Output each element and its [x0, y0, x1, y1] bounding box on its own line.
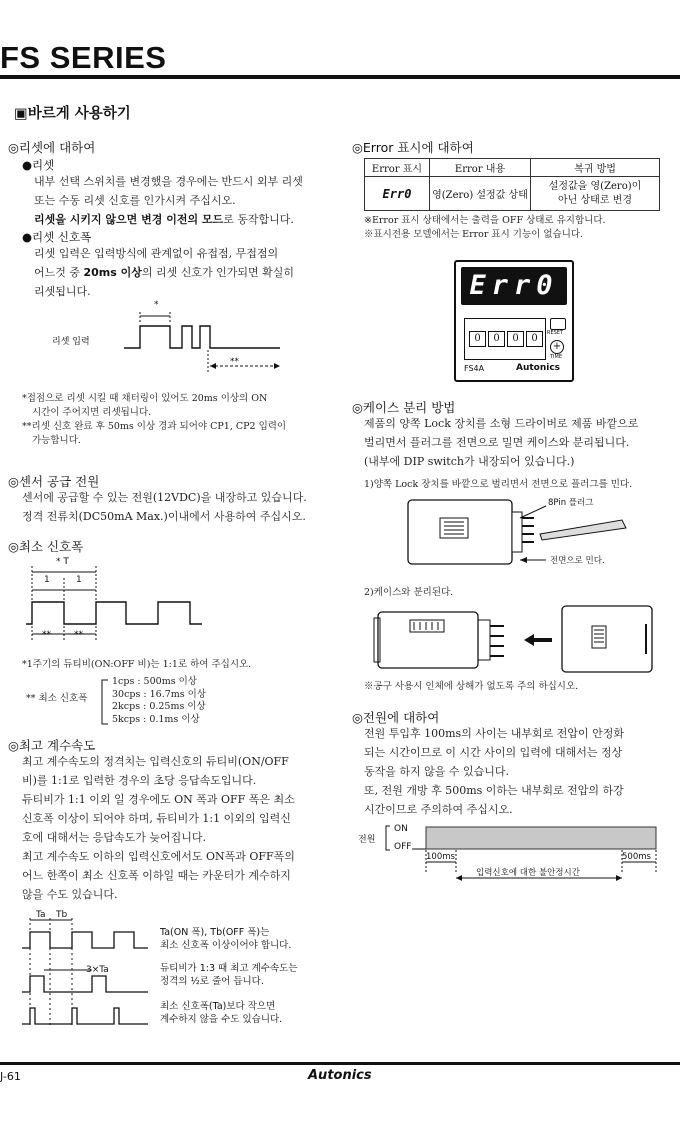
max-speed-text: 최고 계수속도의 정격치는 입력신호의 듀티비(ON/OFF 비)를 1:1로 입력한 경우의 초당 응답속도입니다. 듀티비가 1:1 이외 일 경우에도 ON 폭과 OFF 폭은 최소 신호폭 이상이 되어야 하며, 듀티비가 1:1 이외의 입력신 호에 대해서는 응답속도가 늦어집니다. 최고 계수속도 이하의 입력신호에서도 ON폭과 OFF폭의 어느 한쪽이 최소 신호폭 이하일 때는 카운터가 계수하지 않을 수도 있습니다. — [22, 755, 295, 901]
power-unstable-label: 입력신호에 대한 불안정시간 — [476, 868, 580, 878]
time-knob-icon[interactable]: + — [550, 340, 564, 354]
case-step1: 1)양쪽 Lock 장치를 바깥으로 벌리면서 전면으로 플러그를 민다. — [364, 479, 633, 490]
reset-notes: *접점으로 리셋 시킬 때 채터링이 있어도 20ms 이상의 ON 시간이 주어지면 리셋됩니다. **리셋 신호 완료 후 50ms 이상 경과 되어야 CP1, CP2 입력이 가능합니다. — [22, 393, 287, 446]
reset-para2: 리셋 입력은 입력방식에 관계없이 유접점, 무접점의 어느것 중 20ms 이상의 리셋 신호가 인가되면 확실히 리셋됩니다. — [34, 247, 295, 298]
ta-label: Ta — [36, 910, 46, 920]
reset-para1: 내부 선택 스위치를 변경했을 경우에는 반드시 외부 리셋 또는 수동 리셋 신호를 인가시켜 주십시오. 리셋을 시키지 않으면 변경 이전의 모드로 동작합니다. — [34, 175, 303, 226]
max-speed-heading: ◎최고 계수속도 — [8, 738, 96, 753]
time-label: TIME — [550, 354, 563, 360]
power-heading: ◎전원에 대하여 — [352, 710, 440, 725]
error-col-content: Error 내용 — [430, 159, 531, 177]
max-speed-diagram — [18, 918, 158, 1030]
top-rule — [0, 75, 680, 79]
error-heading: ◎Error 표시에 대하여 — [352, 140, 474, 155]
max-speed-note-3: 최소 신호폭(Ta)보다 작으면 계수하지 않을 수도 있습니다. — [160, 1001, 283, 1025]
case-caution: ※공구 사용시 인체에 상해가 없도록 주의 하십시오. — [364, 681, 579, 692]
digit-switch[interactable]: 0 — [526, 331, 543, 347]
min-signal-table: 1cps : 500ms 이상 30cps : 16.7ms 이상 2kcps : 0.25ms 이상 5kcps : 0.1ms 이상 — [112, 676, 207, 725]
device-model: FS4A — [464, 364, 485, 373]
square-marker-icon: ▣ — [14, 106, 28, 122]
case-text: 제품의 양쪽 Lock 장치를 소형 드라이버로 제품 바깥으로 벌리면서 플러그를 전면으로 밀면 케이스와 분리됩니다. (내부에 DIP switch가 내장되어 있습니다.) — [364, 417, 639, 468]
digit-switch-panel — [464, 318, 546, 360]
digit-switch[interactable]: 0 — [488, 331, 505, 347]
device-display: Err0 — [469, 270, 559, 301]
case-step2: 2)케이스와 분리된다. — [364, 587, 454, 598]
reset-fig-label: 리셋 입력 — [52, 337, 90, 347]
error-col-display: Error 표시 — [365, 159, 430, 177]
plug-label: 8Pin 플러그 — [548, 498, 594, 508]
min-signal-one-b: 1 — [76, 575, 82, 585]
reset-fig-star: * — [154, 300, 159, 310]
power-label: 전원 — [358, 835, 376, 845]
reset-sub2: ●리셋 신호폭 — [22, 230, 92, 244]
push-label: 전면으로 민다. — [550, 556, 605, 566]
tb-label: Tb — [56, 910, 68, 920]
reset-heading: ◎리셋에 대하여 — [8, 140, 96, 155]
digit-switch[interactable]: 0 — [469, 331, 486, 347]
error-notes: ※Error 표시 상태에서는 출력을 OFF 상태로 유지합니다. ※표시전용 모델에서는 Error 표시 기능이 없습니다. — [364, 215, 606, 240]
case-removal-step2-diagram — [370, 602, 660, 678]
min-signal-dstar-b: ** — [74, 630, 83, 640]
min-signal-heading: ◎최소 신호폭 — [8, 539, 84, 554]
reset-label: RESET — [547, 330, 564, 336]
brace-icon — [96, 678, 110, 726]
reset-sub1: ●리셋 — [22, 158, 55, 172]
error-code: Err0 — [365, 177, 430, 211]
case-heading: ◎케이스 분리 방법 — [352, 400, 456, 415]
max-speed-note-2: 듀티비가 1:3 때 최고 계수속도는 정격의 ½로 줄어 듭니다. — [160, 963, 298, 987]
min-signal-table-label: ** 최소 신호폭 — [26, 693, 88, 704]
error-table — [364, 158, 660, 211]
power-on-label: ON — [394, 824, 408, 834]
min-signal-diagram — [20, 560, 210, 650]
reset-button[interactable] — [550, 318, 566, 330]
brand-logo: Autonics — [308, 1068, 372, 1083]
power-text: 전원 투입후 100ms의 사이는 내부회로 전압이 안정화 되는 시간이므로 이 시간 사이의 입력에 대해서는 정상 동작을 하지 않을 수 있습니다. 또, 전원 개방 후 500ms 이하는 내부회로 전압의 하강 시간이므로 주의하여 주십시오. — [364, 727, 624, 816]
digit-switch[interactable]: 0 — [507, 331, 524, 347]
sensor-heading: ◎센서 공급 전원 — [8, 474, 100, 489]
power-500ms: 500ms — [622, 852, 651, 862]
3ta-label: 3×Ta — [86, 965, 109, 975]
device-brand: Autonics — [516, 363, 561, 373]
error-recovery: 설정값을 영(Zero)이 아닌 상태로 변경 — [531, 177, 660, 211]
min-signal-t: * T — [56, 557, 69, 567]
duty-note: *1주기의 듀티비(ON:OFF 비)는 1:1로 하여 주십시오. — [22, 659, 252, 670]
series-title: FS SERIES — [0, 40, 167, 75]
min-signal-one-a: 1 — [44, 575, 50, 585]
power-100ms: 100ms — [426, 852, 455, 862]
min-signal-dstar-a: ** — [42, 630, 51, 640]
power-off-label: OFF — [394, 842, 412, 852]
max-speed-note-1: Ta(ON 폭), Tb(OFF 폭)는 최소 신호폭 이상이어야 합니다. — [160, 927, 292, 951]
error-content: 영(Zero) 설정값 상태 — [430, 177, 531, 211]
sensor-text: 센서에 공급할 수 있는 전원(12VDC)을 내장하고 있습니다. 정격 전류치(DC50mA Max.)이내에서 사용하여 주십시오. — [22, 491, 307, 523]
main-section-title: ▣바르게 사용하기 — [14, 106, 131, 122]
page-number: J-61 — [0, 1070, 21, 1083]
reset-timing-diagram — [110, 300, 340, 380]
error-col-recovery: 복귀 방법 — [531, 159, 660, 177]
reset-fig-dstar: ** — [230, 357, 239, 367]
device-illustration — [454, 260, 574, 382]
bottom-rule — [0, 1062, 680, 1065]
